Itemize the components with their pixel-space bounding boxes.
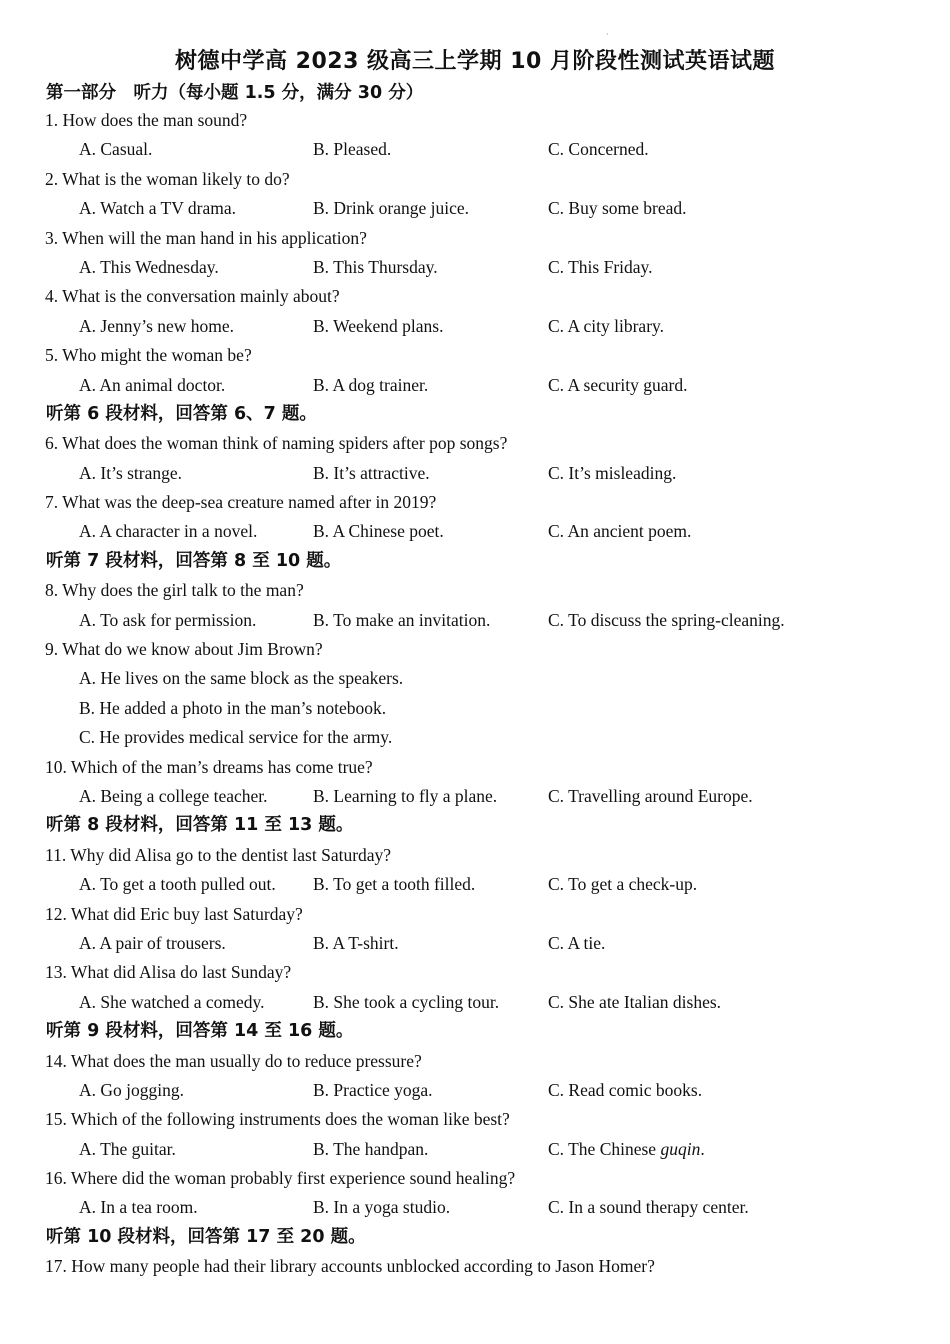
question-stem: 13. What did Alisa do last Sunday? bbox=[45, 962, 292, 983]
answer-option-c: C. A security guard. bbox=[548, 374, 688, 395]
answer-option-a: A. A pair of trousers. bbox=[79, 932, 226, 953]
answer-option-a: A. The guitar. bbox=[79, 1138, 176, 1159]
answer-option-a: A. To ask for permission. bbox=[79, 609, 257, 630]
answer-option-a: A. Watch a TV drama. bbox=[79, 198, 237, 219]
answer-option-italic: guqin bbox=[660, 1138, 701, 1159]
answer-option-text: C. The Chinese bbox=[548, 1138, 661, 1159]
answer-options-row bbox=[0, 312, 950, 341]
question-stem: 16. Where did the woman probably first experience sound healing? bbox=[45, 1168, 516, 1189]
answer-option-a: A. Jenny’s new home. bbox=[79, 315, 235, 336]
answer-option-b: B. In a yoga studio. bbox=[313, 1197, 451, 1218]
listening-instruction: 听第 9 段材料，回答第 14 至 16 题。 bbox=[46, 1021, 354, 1042]
answer-option-a: A. An animal doctor. bbox=[79, 374, 226, 395]
answer-option-c: C. Buy some bread. bbox=[548, 198, 687, 219]
answer-options-row bbox=[0, 606, 950, 635]
answer-option-c: C. A tie. bbox=[548, 932, 606, 953]
answer-option-c: C. This Friday. bbox=[548, 256, 653, 277]
answer-option-c: C. A city library. bbox=[548, 315, 665, 336]
answer-option-a: A. She watched a comedy. bbox=[79, 991, 265, 1012]
question-stem: 15. Which of the following instruments does the woman like best? bbox=[45, 1109, 510, 1130]
listening-instruction: 听第 10 段材料，回答第 17 至 20 题。 bbox=[46, 1226, 366, 1247]
answer-option-a: A. To get a tooth pulled out. bbox=[79, 874, 276, 895]
question-stem: 9. What do we know about Jim Brown? bbox=[45, 639, 323, 660]
answer-options-row bbox=[0, 459, 950, 488]
answer-option-b: B. To make an invitation. bbox=[313, 609, 491, 630]
answer-option-b: B. Pleased. bbox=[313, 139, 392, 160]
section-header: 第一部分 听力（每小题 1.5 分，满分 30 分） bbox=[46, 83, 424, 103]
question-stem: 2. What is the woman likely to do? bbox=[45, 168, 290, 189]
answer-option-b: B. Drink orange juice. bbox=[313, 198, 469, 219]
answer-option-a: A. Being a college teacher. bbox=[79, 785, 268, 806]
answer-option-a: A. This Wednesday. bbox=[79, 256, 219, 277]
answer-option-b: B. The handpan. bbox=[313, 1138, 429, 1159]
answer-options-row bbox=[0, 870, 950, 899]
answer-options-row bbox=[0, 1135, 950, 1164]
question-stem: 4. What is the conversation mainly about? bbox=[45, 286, 340, 307]
answer-option-b: B. Weekend plans. bbox=[313, 315, 444, 336]
page-title: 树德中学高 2023 级高三上学期 10 月阶段性测试英语试题 bbox=[175, 49, 775, 74]
answer-option-a: A. Casual. bbox=[79, 139, 153, 160]
answer-option-b: B. To get a tooth filled. bbox=[313, 874, 476, 895]
answer-options-row bbox=[0, 253, 950, 282]
answer-option-b: B. She took a cycling tour. bbox=[313, 991, 500, 1012]
answer-option: B. He added a photo in the man’s notebook. bbox=[79, 697, 387, 718]
answer-option-c: C. To discuss the spring-cleaning. bbox=[548, 609, 785, 630]
answer-option-b: B. A dog trainer. bbox=[313, 374, 429, 395]
question-stem: 8. Why does the girl talk to the man? bbox=[45, 580, 304, 601]
answer-option-c bbox=[548, 1135, 705, 1164]
answer-option-b: B. A Chinese poet. bbox=[313, 521, 444, 542]
question-stem: 1. How does the man sound? bbox=[45, 110, 248, 130]
answer-options-row bbox=[0, 135, 950, 164]
answer-option-b: B. This Thursday. bbox=[313, 256, 438, 277]
answer-option-b: B. A T-shirt. bbox=[313, 932, 399, 953]
answer-option-c: C. Concerned. bbox=[548, 139, 649, 160]
answer-options-row bbox=[0, 1193, 950, 1222]
question-stem: 14. What does the man usually do to reduce pressure? bbox=[45, 1050, 422, 1071]
answer-option-period: . bbox=[700, 1138, 705, 1159]
answer-options-row bbox=[0, 929, 950, 958]
answer-option: C. He provides medical service for the army. bbox=[79, 727, 393, 748]
question-stem: 3. When will the man hand in his application? bbox=[45, 227, 367, 248]
question-stem: 6. What does the woman think of naming spiders after pop songs? bbox=[45, 433, 508, 454]
listening-instruction: 听第 7 段材料，回答第 8 至 10 题。 bbox=[46, 550, 342, 571]
answer-option-b: B. Practice yoga. bbox=[313, 1079, 433, 1100]
answer-options-row bbox=[0, 988, 950, 1017]
answer-option-a: A. In a tea room. bbox=[79, 1197, 198, 1218]
answer-option-b: B. Learning to fly a plane. bbox=[313, 785, 498, 806]
question-stem: 17. How many people had their library accounts unblocked according to Jason Homer? bbox=[45, 1256, 655, 1277]
answer-option-c: C. Travelling around Europe. bbox=[548, 785, 753, 806]
answer-option-c: C. She ate Italian dishes. bbox=[548, 991, 722, 1012]
scan-dot: · bbox=[606, 30, 609, 39]
answer-option-c: C. In a sound therapy center. bbox=[548, 1197, 749, 1218]
answer-options-row bbox=[0, 194, 950, 223]
answer-option-c: C. To get a check-up. bbox=[548, 874, 698, 895]
answer-option-a: A. A character in a novel. bbox=[79, 521, 258, 542]
answer-options-row bbox=[0, 517, 950, 546]
answer-option-a: A. It’s strange. bbox=[79, 462, 183, 483]
answer-options-row bbox=[0, 1076, 950, 1105]
listening-instruction: 听第 8 段材料，回答第 11 至 13 题。 bbox=[46, 815, 354, 836]
question-stem: 5. Who might the woman be? bbox=[45, 345, 252, 366]
question-stem: 11. Why did Alisa go to the dentist last Saturday? bbox=[45, 844, 392, 865]
answer-option-b: B. It’s attractive. bbox=[313, 462, 430, 483]
question-stem: 12. What did Eric buy last Saturday? bbox=[45, 903, 303, 924]
answer-options-row bbox=[0, 371, 950, 400]
answer-option: A. He lives on the same block as the speakers. bbox=[79, 668, 404, 689]
answer-option-a: A. Go jogging. bbox=[79, 1079, 184, 1100]
question-list bbox=[0, 106, 950, 1282]
question-stem: 10. Which of the man’s dreams has come true? bbox=[45, 756, 373, 777]
question-stem: 7. What was the deep-sea creature named after in 2019? bbox=[45, 492, 437, 513]
answer-options-row bbox=[0, 782, 950, 811]
answer-option-c: C. An ancient poem. bbox=[548, 521, 692, 542]
listening-instruction: 听第 6 段材料，回答第 6、7 题。 bbox=[46, 403, 317, 424]
answer-option-c: C. It’s misleading. bbox=[548, 462, 677, 483]
answer-option-c: C. Read comic books. bbox=[548, 1079, 703, 1100]
